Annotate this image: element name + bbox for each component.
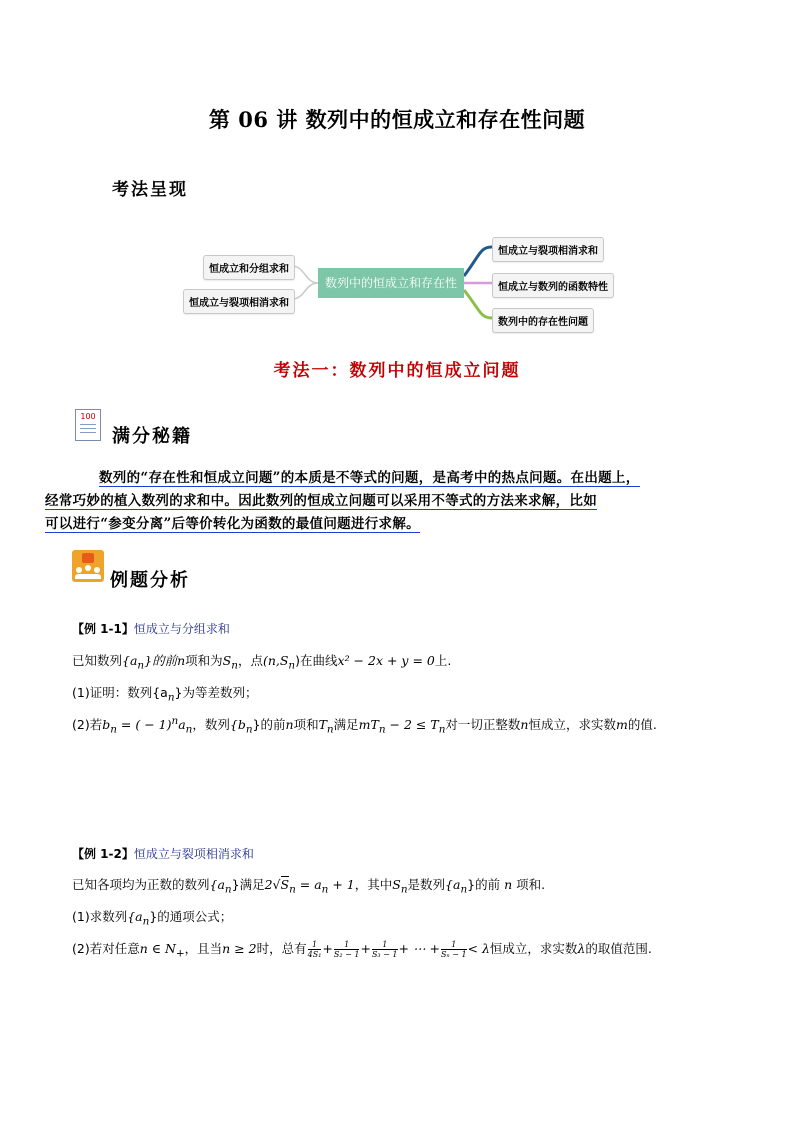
fraction-numerator: 1	[372, 940, 398, 950]
mind-map-node-left-2: 恒成立与裂项相消求和	[183, 289, 295, 314]
example-1-2-heading	[72, 845, 254, 862]
math: 2√	[264, 877, 281, 892]
text: }满足	[231, 877, 265, 892]
text: 的取值范围.	[585, 941, 652, 956]
mind-map-node-right-1: 恒成立与裂项相消求和	[492, 237, 604, 262]
example-1-1-heading	[72, 620, 230, 637]
mijian-line-1: 数列的“存在性和恒成立问题”的本质是不等式的问题，是高考中的热点问题。在出题上，	[99, 470, 640, 486]
math-sub: n	[110, 723, 117, 736]
fraction-denominator: Sₙ − 1	[440, 950, 467, 959]
math: T	[318, 717, 327, 733]
math-sub: n	[167, 691, 175, 704]
text: (2)若	[72, 717, 103, 733]
math: λ	[577, 941, 586, 956]
math-sub: n	[438, 723, 446, 736]
text: )在曲线	[295, 653, 338, 668]
text: ，其中	[354, 877, 393, 892]
text: (2)若对任意	[72, 941, 140, 956]
example-1-2-topic: 恒成立与裂项相消求和	[133, 847, 254, 861]
math: {b	[229, 717, 246, 733]
fraction-denominator: S₃ − 1	[371, 950, 398, 959]
math-sub: n	[460, 883, 468, 896]
text: (1)求数列	[72, 909, 128, 924]
math: {a	[209, 877, 225, 892]
math: − 2 ≤ T	[385, 717, 439, 733]
math: n	[520, 717, 529, 733]
text: ，点	[237, 653, 263, 668]
fraction-numerator: 1	[308, 940, 322, 950]
math-sub: n	[326, 723, 334, 736]
text: 恒成立，求实数	[528, 717, 616, 733]
text: ，且当	[184, 941, 223, 956]
math-sub: n	[288, 659, 296, 672]
math: +	[322, 941, 333, 956]
math: a	[178, 717, 186, 733]
heading-mijian: 满分秘籍	[112, 426, 192, 447]
math-sub: n	[321, 883, 329, 896]
math-sub: n	[378, 723, 386, 736]
text: }的前	[467, 877, 505, 892]
example-1-1-line-3	[72, 715, 657, 736]
math: n ≥ 2	[222, 941, 257, 956]
math: {a	[122, 653, 138, 668]
math: +	[360, 941, 371, 956]
text: }的前	[252, 717, 286, 733]
math-sup: n	[171, 715, 179, 727]
math: + ⋯ +	[398, 941, 440, 956]
mind-map-node-right-3: 数列中的存在性问题	[492, 308, 594, 333]
example-1-1-line-2	[72, 683, 258, 704]
text: }的通项公式；	[149, 909, 233, 924]
text: 上.	[434, 653, 452, 668]
example-1-1-tag: 【例 1-1】	[72, 622, 134, 636]
text: 项和	[293, 717, 319, 733]
math-sub: +	[175, 947, 185, 960]
math: = ( − 1)	[116, 717, 172, 733]
math: S	[392, 877, 401, 892]
text: 是数列	[407, 877, 446, 892]
text: 的值.	[627, 717, 657, 733]
math-sub: n	[231, 659, 238, 672]
text: 时，总有	[256, 941, 307, 956]
text: }的前	[144, 653, 178, 668]
math: S	[222, 653, 232, 668]
text: ，数列	[192, 717, 230, 733]
math: n	[285, 717, 294, 733]
fraction-1	[308, 940, 322, 959]
text: 对一切正整数	[445, 717, 521, 733]
math: mT	[358, 717, 379, 733]
mind-map-node-right-2: 恒成立与数列的函数特性	[492, 273, 614, 298]
text: }为等差数列；	[174, 685, 258, 700]
mijian-line-2: 经常巧妙的植入数列的求和中。因此数列的恒成立问题可以采用不等式的方法来求解，比如	[45, 493, 597, 509]
example-1-2-line-2	[72, 907, 232, 928]
math-sub: n	[289, 883, 296, 896]
math: < λ	[467, 941, 490, 956]
score-sheet-icon	[75, 409, 101, 441]
example-1-2-line-1	[72, 875, 545, 896]
fraction-numerator: 1	[334, 940, 360, 950]
math: n	[177, 653, 186, 668]
math: n	[504, 877, 513, 892]
math: + 1	[328, 877, 355, 892]
fraction-denominator: 4S₁	[307, 950, 322, 959]
math: {a	[445, 877, 461, 892]
math-sub: n	[137, 659, 145, 672]
fraction-2	[334, 940, 360, 959]
math: = a	[295, 877, 322, 892]
math-sub: n	[400, 883, 408, 896]
math: b	[102, 717, 111, 733]
math: n ∈ N	[139, 941, 176, 956]
example-1-1-line-1	[72, 651, 451, 672]
example-1-2-line-3	[72, 939, 652, 960]
mind-map-center-node: 数列中的恒成立和存在性	[318, 268, 464, 298]
math: x² − 2x + y = 0	[337, 653, 435, 668]
people-icon	[72, 550, 104, 582]
math: {a	[127, 909, 143, 924]
math-sub: n	[185, 723, 193, 736]
example-1-2-tag: 【例 1-2】	[72, 847, 134, 861]
mijian-paragraph	[45, 467, 740, 536]
text: 满足	[333, 717, 359, 733]
text: 已知数列	[72, 653, 123, 668]
fraction-numerator: 1	[441, 940, 467, 950]
example-1-1-topic: 恒成立与分组求和	[133, 622, 230, 636]
text: 恒成立，求实数	[489, 941, 578, 956]
math: m	[615, 717, 628, 733]
section-heading-kaofa: 考法呈现	[112, 180, 188, 200]
text: 已知各项均为正数的数列	[72, 877, 210, 892]
fraction-4	[441, 940, 467, 959]
text: 项和为	[185, 653, 223, 668]
math-sub: n	[224, 883, 232, 896]
heading-liti: 例题分析	[110, 570, 190, 591]
math: S	[280, 877, 290, 892]
method-title: 考法一：数列中的恒成立问题	[273, 361, 521, 381]
page-title: 第 06 讲 数列中的恒成立和存在性问题	[208, 107, 586, 132]
text: 项和.	[512, 877, 546, 892]
text: (1)证明：数列{a	[72, 685, 168, 700]
mijian-line-3: 可以进行“参变分离”后等价转化为函数的最值问题进行求解。	[45, 516, 420, 532]
fraction-denominator: S₂ − 1	[333, 950, 360, 959]
fraction-3	[372, 940, 398, 959]
mind-map-node-left-1: 恒成立和分组求和	[203, 255, 295, 280]
math: (n,S	[262, 653, 289, 668]
score-sheet-icon-label: 100	[80, 412, 96, 421]
math-sub: n	[142, 915, 150, 928]
math-sub: n	[245, 723, 253, 736]
